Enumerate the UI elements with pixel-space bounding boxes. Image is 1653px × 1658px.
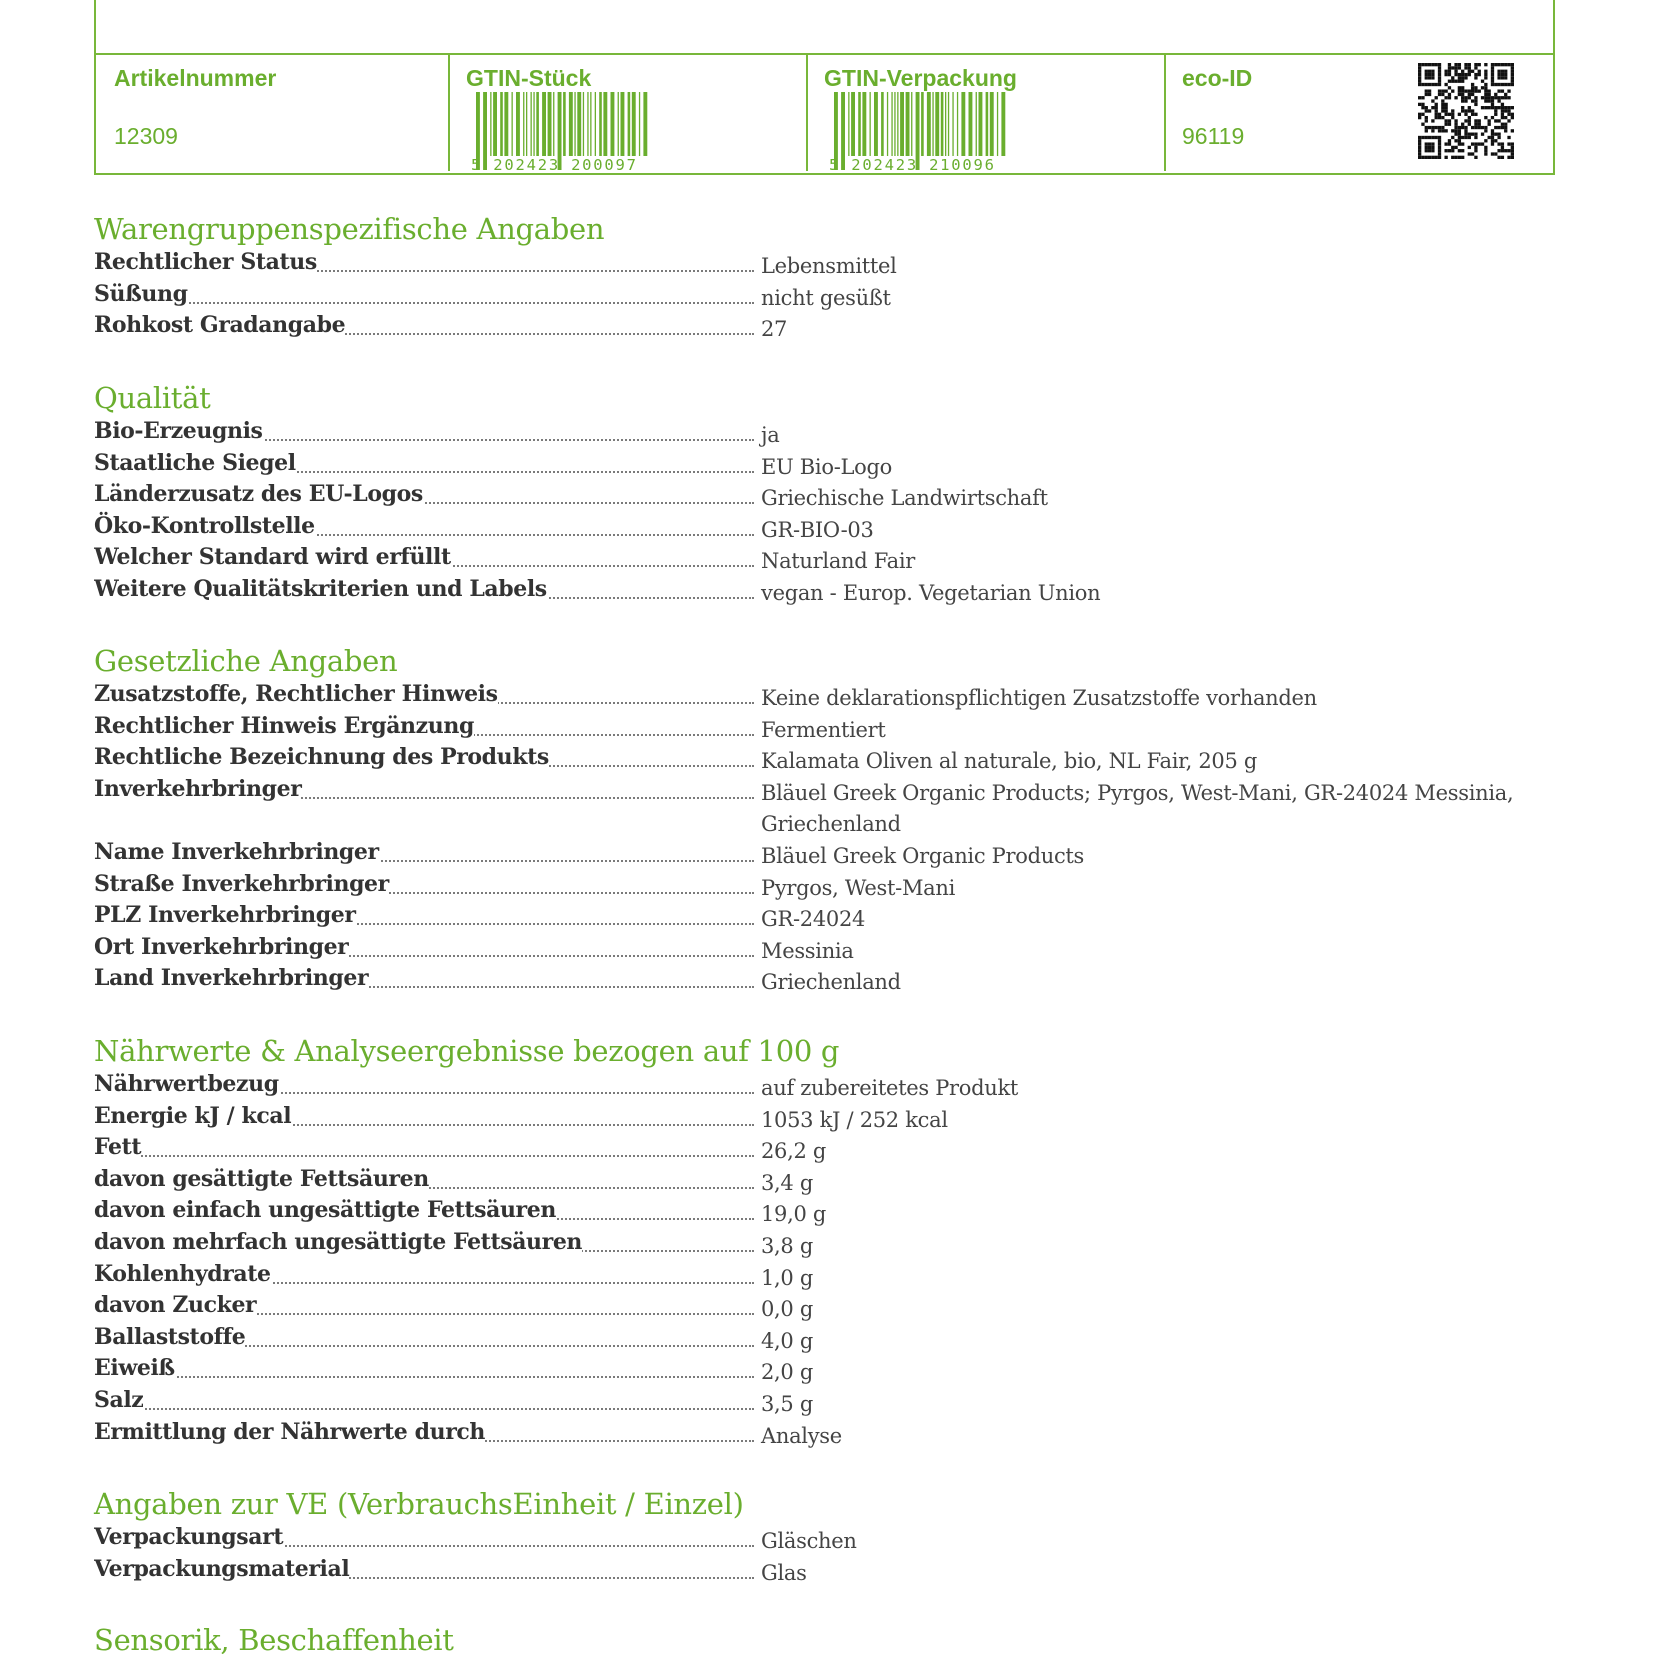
- barcode-bar: [583, 92, 584, 156]
- spec-row: [94, 1132, 1554, 1164]
- spec-row: [94, 1322, 1554, 1354]
- barcode-bar: [945, 92, 946, 156]
- spec-value: 27: [761, 317, 788, 342]
- spec-value: 3,4 g: [761, 1170, 814, 1195]
- spec-label: Eiweiß: [94, 1355, 175, 1382]
- spec-value: Griechenland: [761, 970, 901, 995]
- barcode-bar: [979, 92, 983, 156]
- barcode-bar: [906, 92, 910, 156]
- spec-label-leader: [94, 1353, 754, 1385]
- barcode-bar: [643, 92, 647, 156]
- section-gesetzliche-angaben: [94, 643, 1554, 995]
- dot-leader: [94, 1155, 754, 1157]
- barcode-bar: [952, 92, 953, 156]
- spec-value: Messinia: [761, 938, 854, 963]
- section-title: Sensorik, Beschaffenheit: [94, 1623, 454, 1657]
- dot-leader: [94, 1376, 754, 1378]
- spec-row: [94, 1164, 1554, 1196]
- spec-label: Öko-Kontrollstelle: [94, 512, 315, 539]
- spec-value: Kalamata Oliven al naturale, bio, NL Fair, 205 g: [761, 749, 1258, 774]
- spec-label-leader: [94, 837, 754, 869]
- barcode-bar: [848, 92, 849, 156]
- barcode-bar: [900, 92, 904, 156]
- barcode-bar: [493, 92, 497, 156]
- spec-label: davon einfach ungesättigte Fettsäuren: [94, 1197, 556, 1224]
- spec-value: Keine deklarationspflichtigen Zusatzstoffe vorhanden: [761, 686, 1317, 710]
- spec-label: Straße Inverkehrbringer: [94, 870, 389, 897]
- article-number-value: 12309: [114, 123, 178, 149]
- spec-label-leader: [94, 247, 754, 279]
- spec-label: Ort Inverkehrbringer: [94, 933, 349, 960]
- barcode-bar: [911, 92, 912, 156]
- spec-value: Naturland Fair: [761, 549, 915, 574]
- gtin-pack-label: GTIN-Verpackung: [824, 65, 1017, 91]
- spec-row: [94, 448, 1554, 480]
- spec-label: davon mehrfach ungesättigte Fettsäuren: [94, 1228, 583, 1255]
- spec-label-leader: [94, 1385, 754, 1417]
- barcode-bar: [894, 92, 895, 156]
- spec-label-leader: [94, 310, 754, 342]
- barcode-bar: [542, 92, 546, 156]
- barcode-bar: [891, 92, 892, 156]
- spec-row: [94, 416, 1554, 448]
- spec-row: [94, 1522, 1554, 1554]
- spec-row: [94, 932, 1554, 964]
- spec-value: 2,0 g: [761, 1360, 814, 1385]
- spec-row: [94, 1353, 1554, 1385]
- barcode-bar: [595, 92, 596, 156]
- spec-label-leader: [94, 542, 754, 574]
- spec-value: Bläuel Greek Organic Products; Pyrgos, West-Mani, GR-24024 Messinia, Griechenland: [761, 780, 1514, 837]
- spec-label-leader: [94, 1101, 754, 1133]
- spec-value: Bläuel Greek Organic Products: [761, 843, 1085, 868]
- spec-label-leader: [94, 1322, 754, 1354]
- barcode-bar: [932, 92, 933, 156]
- barcode-bar: [574, 92, 575, 156]
- spec-row: [94, 574, 1554, 606]
- gtin-pack-cell: [806, 55, 1166, 171]
- spec-label: Welcher Standard wird erfüllt: [94, 544, 451, 571]
- spec-value: GR-24024: [761, 907, 866, 932]
- section-title: Angaben zur VE (VerbrauchsEinheit / Einzel): [94, 1487, 744, 1521]
- spec-label: Bio-Erzeugnis: [94, 418, 263, 444]
- spec-value: 3,8 g: [761, 1233, 814, 1258]
- spec-label-leader: [94, 1227, 754, 1259]
- gtin-piece-label: GTIN-Stück: [466, 65, 592, 91]
- spec-label: Name Inverkehrbringer: [94, 838, 379, 865]
- spec-label-leader: [94, 711, 754, 743]
- barcode-bar: [531, 92, 532, 156]
- spec-label-leader: [94, 932, 754, 964]
- barcode-bar: [548, 92, 552, 156]
- spec-value: 26,2 g: [761, 1139, 827, 1164]
- barcode-bar: [490, 92, 491, 156]
- barcode-bar: [874, 92, 878, 156]
- spec-label: Ermittlung der Nährwerte durch: [94, 1418, 485, 1445]
- spec-row: [94, 1195, 1554, 1227]
- eco-id-value: 96119: [1182, 123, 1245, 149]
- spec-label: davon Zucker: [94, 1292, 257, 1319]
- spec-row: [94, 900, 1554, 932]
- barcode-bar: [927, 92, 931, 156]
- spec-label: Rechtlicher Status: [94, 249, 317, 275]
- article-number-label: Artikelnummer: [114, 65, 277, 91]
- spec-row: [94, 1417, 1554, 1449]
- spec-row: [94, 963, 1554, 995]
- barcode-bar: [599, 92, 602, 156]
- spec-label-leader: [94, 1132, 754, 1164]
- barcode-bar: [990, 92, 994, 156]
- eco-id-label: eco-ID: [1182, 65, 1253, 91]
- spec-value: Griechische Landwirtschaft: [761, 486, 1048, 511]
- spec-value: ja: [761, 423, 780, 447]
- spec-row: [94, 1259, 1554, 1291]
- spec-label: Weitere Qualitätskriterien und Labels: [94, 575, 547, 602]
- spec-value: 4,0 g: [761, 1328, 814, 1353]
- spec-label-leader: [94, 963, 754, 995]
- spec-label-leader: [94, 1164, 754, 1196]
- spec-value: 1,0 g: [761, 1265, 814, 1290]
- spec-value: Analyse: [761, 1423, 842, 1448]
- barcode-bar: [526, 92, 527, 156]
- barcode-bar: [587, 92, 588, 156]
- barcode-bar: [639, 92, 640, 156]
- qr-code[interactable]: [1418, 63, 1514, 159]
- barcode-bar: [941, 92, 944, 156]
- barcode-bar: [948, 92, 949, 156]
- barcode-bar: [881, 92, 884, 156]
- spec-label-leader: [94, 679, 754, 711]
- section-qualitaet: [94, 380, 1554, 606]
- barcode-bar: [500, 92, 503, 156]
- spec-label: Verpackungsmaterial: [94, 1555, 350, 1582]
- spec-label: Rechtliche Bezeichnung des Produkts: [94, 744, 549, 771]
- barcode-bar: [504, 92, 508, 156]
- spec-row: [94, 1227, 1554, 1259]
- barcode-bar: [961, 92, 965, 156]
- barcode-bar: [897, 92, 898, 156]
- spec-label-leader: [94, 869, 754, 901]
- dot-leader: [94, 1408, 754, 1410]
- barcode-bar: [512, 92, 513, 156]
- spec-row: [94, 1101, 1554, 1133]
- spec-label: Nährwertbezug: [94, 1071, 279, 1097]
- barcode-bar: [851, 92, 855, 156]
- spec-value: auf zubereitetes Produkt: [761, 1076, 1019, 1100]
- spec-row: [94, 542, 1554, 574]
- gtin-piece-barcode: [468, 92, 658, 172]
- spec-label-leader: [94, 574, 754, 606]
- spec-label: Kohlenhydrate: [94, 1260, 271, 1287]
- spec-row: [94, 774, 1554, 837]
- gtin-pack-barcode: [826, 92, 1016, 172]
- gtin-piece-cell: [448, 55, 808, 171]
- spec-label-leader: [94, 1259, 754, 1291]
- eco-id-cell: [1164, 55, 1554, 171]
- spec-label-leader: [94, 1554, 754, 1586]
- spec-label: Land Inverkehrbringer: [94, 965, 369, 992]
- spec-label-leader: [94, 742, 754, 774]
- barcode-bar: [921, 92, 924, 156]
- spec-value: 3,5 g: [761, 1391, 814, 1416]
- spec-row: [94, 742, 1554, 774]
- barcode-bar: [563, 92, 566, 156]
- spec-row: [94, 711, 1554, 743]
- spec-value: Glas: [761, 1560, 807, 1585]
- spec-label-leader: [94, 1069, 754, 1101]
- spec-row: [94, 1554, 1554, 1586]
- barcode-bar: [957, 92, 958, 156]
- spec-value: GR-BIO-03: [761, 517, 874, 542]
- barcode-bar: [628, 92, 631, 156]
- barcode-bar: [976, 92, 977, 156]
- spec-value: 0,0 g: [761, 1297, 814, 1322]
- barcode-bar: [1001, 92, 1005, 156]
- spec-label-leader: [94, 448, 754, 480]
- section-warengruppe: [94, 211, 1554, 342]
- barcode-bar: [621, 92, 625, 156]
- barcode-bar: [533, 92, 534, 156]
- spec-label-leader: [94, 774, 754, 806]
- spec-label-leader: [94, 511, 754, 543]
- section-title: Nährwerte & Analyseergebnisse bezogen auf 100 g: [94, 1034, 840, 1068]
- spec-label-leader: [94, 1417, 754, 1449]
- barcode-bar: [632, 92, 636, 156]
- barcode-bar: [986, 92, 989, 156]
- barcode-bar: [935, 92, 939, 156]
- section-title: Warengruppenspezifische Angaben: [94, 212, 605, 246]
- spec-label: Ballaststoffe: [94, 1323, 246, 1350]
- barcode-bar: [577, 92, 581, 156]
- spec-label: Verpackungsart: [94, 1524, 284, 1550]
- spec-label-leader: [94, 1290, 754, 1322]
- barcode-bar: [611, 92, 615, 156]
- spec-label-leader: [94, 900, 754, 932]
- barcode-bar: [969, 92, 973, 156]
- spec-row: [94, 279, 1554, 311]
- barcode-bar: [618, 92, 619, 156]
- spec-label: Salz: [94, 1386, 144, 1413]
- spec-label: PLZ Inverkehrbringer: [94, 902, 356, 929]
- section-title: Gesetzliche Angaben: [94, 644, 398, 678]
- product-id-box: [94, 0, 1555, 175]
- spec-value: EU Bio-Logo: [761, 454, 892, 479]
- spec-row: [94, 679, 1554, 711]
- barcode-bar: [603, 92, 607, 156]
- spec-row: [94, 869, 1554, 901]
- spec-label: Länderzusatz des EU-Logos: [94, 481, 423, 508]
- section-naehrwerte: [94, 1033, 1554, 1448]
- spec-value: Lebensmittel: [761, 254, 897, 278]
- barcode-bar: [523, 92, 524, 156]
- spec-row: [94, 310, 1554, 342]
- dot-leader: [94, 302, 754, 304]
- barcode-bar: [590, 92, 591, 156]
- spec-label: Staatliche Siegel: [94, 449, 296, 476]
- barcode-bar: [870, 92, 871, 156]
- spec-value: vegan - Europ. Vegetarian Union: [761, 580, 1101, 605]
- spec-value: 19,0 g: [761, 1202, 827, 1227]
- spec-label-leader: [94, 416, 754, 448]
- spec-label: Zusatzstoffe, Rechtlicher Hinweis: [94, 681, 498, 707]
- spec-row: [94, 479, 1554, 511]
- spec-value: Pyrgos, West-Mani: [761, 875, 956, 900]
- spec-row: [94, 247, 1554, 279]
- spec-label-leader: [94, 479, 754, 511]
- spec-row: [94, 1290, 1554, 1322]
- section-title: Qualität: [94, 381, 211, 415]
- spec-label: Süßung: [94, 280, 188, 307]
- id-row: [96, 53, 1553, 177]
- spec-value: nicht gesüßt: [761, 285, 891, 310]
- barcode-bar: [536, 92, 539, 156]
- barcode-bar: [553, 92, 554, 156]
- barcode-bar: [569, 92, 573, 156]
- spec-label: Inverkehrbringer: [94, 775, 302, 802]
- spec-label-leader: [94, 1195, 754, 1227]
- spec-label: Fett: [94, 1134, 142, 1161]
- spec-value: Fermentiert: [761, 717, 886, 742]
- spec-value: 1053 kJ / 252 kcal: [761, 1107, 948, 1132]
- spec-row: [94, 511, 1554, 543]
- spec-row: [94, 1069, 1554, 1101]
- spec-label-leader: [94, 279, 754, 311]
- spec-row: [94, 1385, 1554, 1417]
- barcode-bar: [516, 92, 520, 156]
- gtin-piece-number: 5 202423 200097: [471, 156, 636, 172]
- spec-label: davon gesättigte Fettsäuren: [94, 1165, 429, 1192]
- spec-label-leader: [94, 1522, 754, 1554]
- barcode-bar: [997, 92, 998, 156]
- spec-label: Rohkost Gradangabe: [94, 312, 346, 339]
- gtin-pack-number: 5 202423 210096: [829, 156, 994, 172]
- barcode-bar: [858, 92, 861, 156]
- article-number-cell: [96, 55, 450, 171]
- barcode-bar: [862, 92, 866, 156]
- spec-label: Energie kJ / kcal: [94, 1102, 292, 1129]
- spec-value: Gläschen: [761, 1529, 857, 1553]
- barcode-bar: [887, 92, 888, 156]
- section-angaben-ve: [94, 1486, 1554, 1585]
- spec-label: Rechtlicher Hinweis Ergänzung: [94, 712, 474, 739]
- spec-row: [94, 837, 1554, 869]
